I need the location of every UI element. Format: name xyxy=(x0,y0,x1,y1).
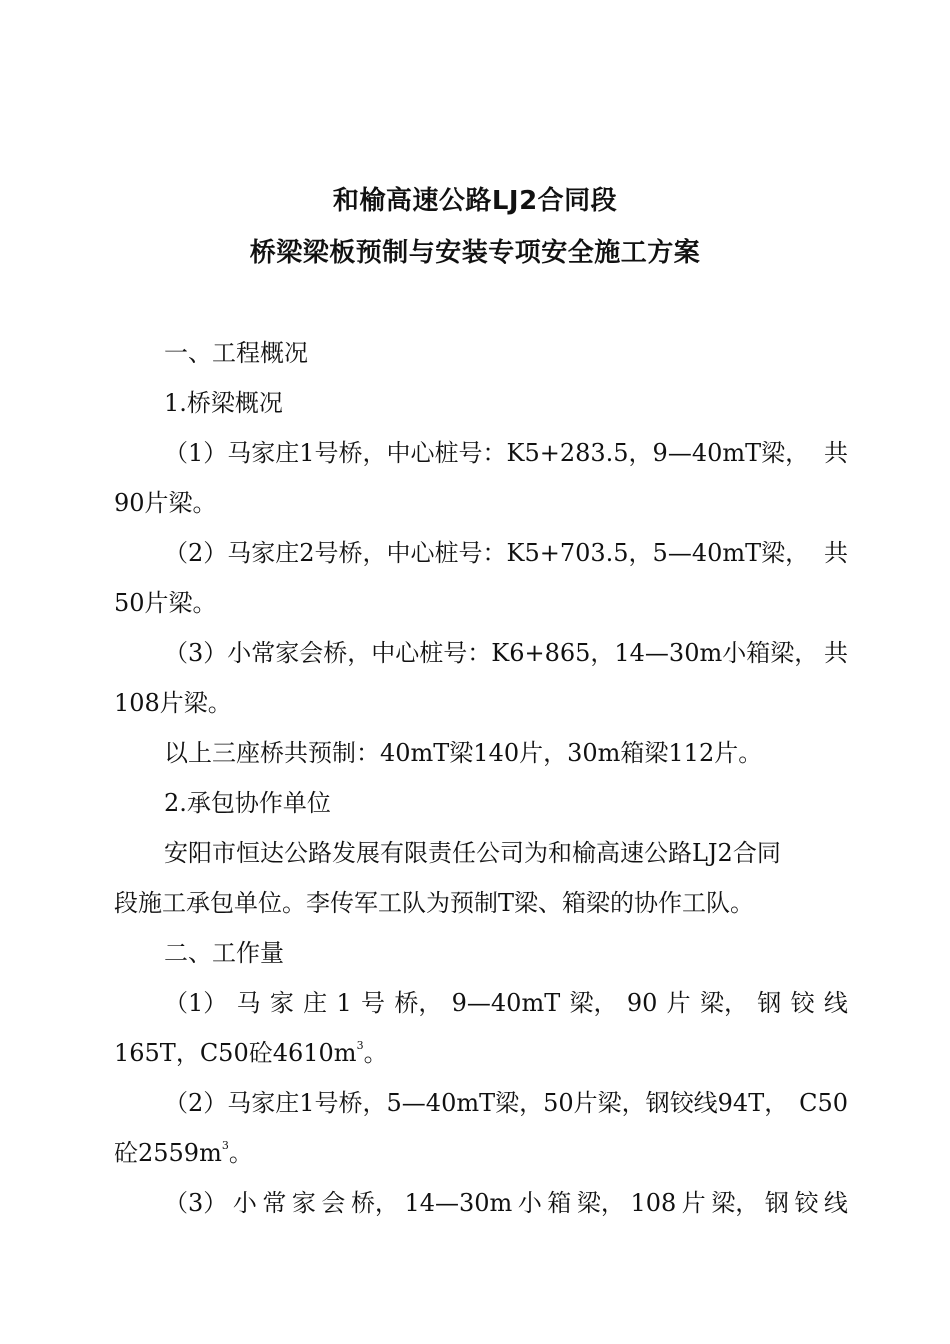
paragraph-line xyxy=(114,428,848,478)
document-body xyxy=(114,328,848,1228)
text-segment: 桥， xyxy=(394,989,443,1017)
text-segment: 庄 xyxy=(303,989,328,1017)
paragraph-line xyxy=(114,978,848,1028)
text-segment: （3）小常家会桥，中心桩号：K6+865，14—30m小箱梁， xyxy=(164,639,819,667)
paragraph-line xyxy=(114,1028,848,1078)
text-segment: （1） xyxy=(164,989,228,1017)
paragraph-line xyxy=(114,828,848,878)
text-segment: 9—40mT xyxy=(451,989,561,1017)
text-segment: 梁， xyxy=(576,1189,625,1217)
text-segment: （2）马家庄1号桥，5—40mT梁，50片梁，钢铰线94T， xyxy=(164,1089,789,1117)
text-segment: 90 xyxy=(626,989,658,1017)
paragraph-line: 90片梁。 xyxy=(114,489,217,517)
subheading-contractor: 2.承包协作单位 xyxy=(164,789,331,817)
document-title-line1: 和榆高速公路LJ2合同段 xyxy=(332,186,618,216)
paragraph-work-1 xyxy=(114,978,848,1078)
text-segment: 165T，C50砼4610m xyxy=(114,1039,357,1067)
text-segment: 小 xyxy=(232,1189,257,1217)
text-segment: 桥， xyxy=(350,1189,399,1217)
text-segment: 1 xyxy=(336,989,352,1017)
text-segment: C50 xyxy=(799,1089,848,1117)
text-segment: 梁， xyxy=(569,989,618,1017)
text-segment: 钢 xyxy=(764,1189,789,1217)
paragraph-line xyxy=(114,528,848,578)
text-segment: 家 xyxy=(269,989,294,1017)
paragraph-line: 108片梁。 xyxy=(114,689,232,717)
text-segment: 14—30m xyxy=(404,1189,513,1217)
text-segment: 会 xyxy=(321,1189,346,1217)
text-segment: 线 xyxy=(823,989,848,1017)
text-segment: 共 xyxy=(824,639,848,667)
superscript: 3 xyxy=(356,1039,364,1052)
text-segment: 共 xyxy=(824,539,848,567)
superscript: 3 xyxy=(221,1139,229,1152)
text-segment: 箱 xyxy=(547,1189,572,1217)
text-segment: 家 xyxy=(291,1189,316,1217)
text-segment: 片 xyxy=(681,1189,706,1217)
text-segment: 共 xyxy=(824,439,848,467)
text-segment: （2）马家庄2号桥，中心桩号：K5+703.5，5—40mT梁， xyxy=(164,539,810,567)
text-segment: 铰 xyxy=(790,989,815,1017)
text-segment: 小 xyxy=(517,1189,542,1217)
paragraph-line xyxy=(114,1128,848,1178)
paragraph-contractor xyxy=(114,828,848,928)
text-segment: 线 xyxy=(823,1189,848,1217)
text-segment: 铰 xyxy=(794,1189,819,1217)
text-segment: 号 xyxy=(361,989,386,1017)
text-segment: 。 xyxy=(228,1139,253,1167)
subheading-bridge-overview: 1.桥梁概况 xyxy=(164,389,283,417)
text-segment: （1）马家庄1号桥，中心桩号：K5+283.5，9—40mT梁， xyxy=(164,439,810,467)
paragraph-work-3 xyxy=(114,1178,848,1228)
paragraph-bridge-3 xyxy=(114,628,848,728)
text-segment: 钢 xyxy=(757,989,782,1017)
text-segment: 。 xyxy=(363,1039,388,1067)
paragraph-summary: 以上三座桥共预制：40mT梁140片，30m箱梁112片。 xyxy=(164,739,763,767)
text-segment: 常 xyxy=(262,1189,287,1217)
text-segment: 梁， xyxy=(699,989,748,1017)
text-segment: 片 xyxy=(666,989,691,1017)
paragraph-bridge-2 xyxy=(114,528,848,628)
paragraph-work-2 xyxy=(114,1078,848,1178)
paragraph-line xyxy=(114,628,848,678)
text-segment: （3） xyxy=(164,1189,228,1217)
paragraph-line: 50片梁。 xyxy=(114,589,217,617)
paragraph-line xyxy=(114,1178,848,1228)
text-segment: 马 xyxy=(236,989,261,1017)
text-segment: 安阳市恒达公路发展有限责任公司为和榆高速公路LJ2合同 xyxy=(164,839,781,867)
paragraph-line xyxy=(114,1078,848,1128)
paragraph-bridge-1 xyxy=(114,428,848,528)
section-heading-overview: 一、工程概况 xyxy=(164,339,308,367)
document-title-line2: 桥梁梁板预制与安装专项安全施工方案 xyxy=(249,238,701,268)
text-segment: 梁， xyxy=(711,1189,760,1217)
section-heading-workload: 二、工作量 xyxy=(164,939,284,967)
text-segment: 砼2559m xyxy=(114,1139,222,1167)
text-segment: 108 xyxy=(630,1189,677,1217)
paragraph-line: 段施工承包单位。李传军工队为预制T梁、箱梁的协作工队。 xyxy=(114,889,755,917)
